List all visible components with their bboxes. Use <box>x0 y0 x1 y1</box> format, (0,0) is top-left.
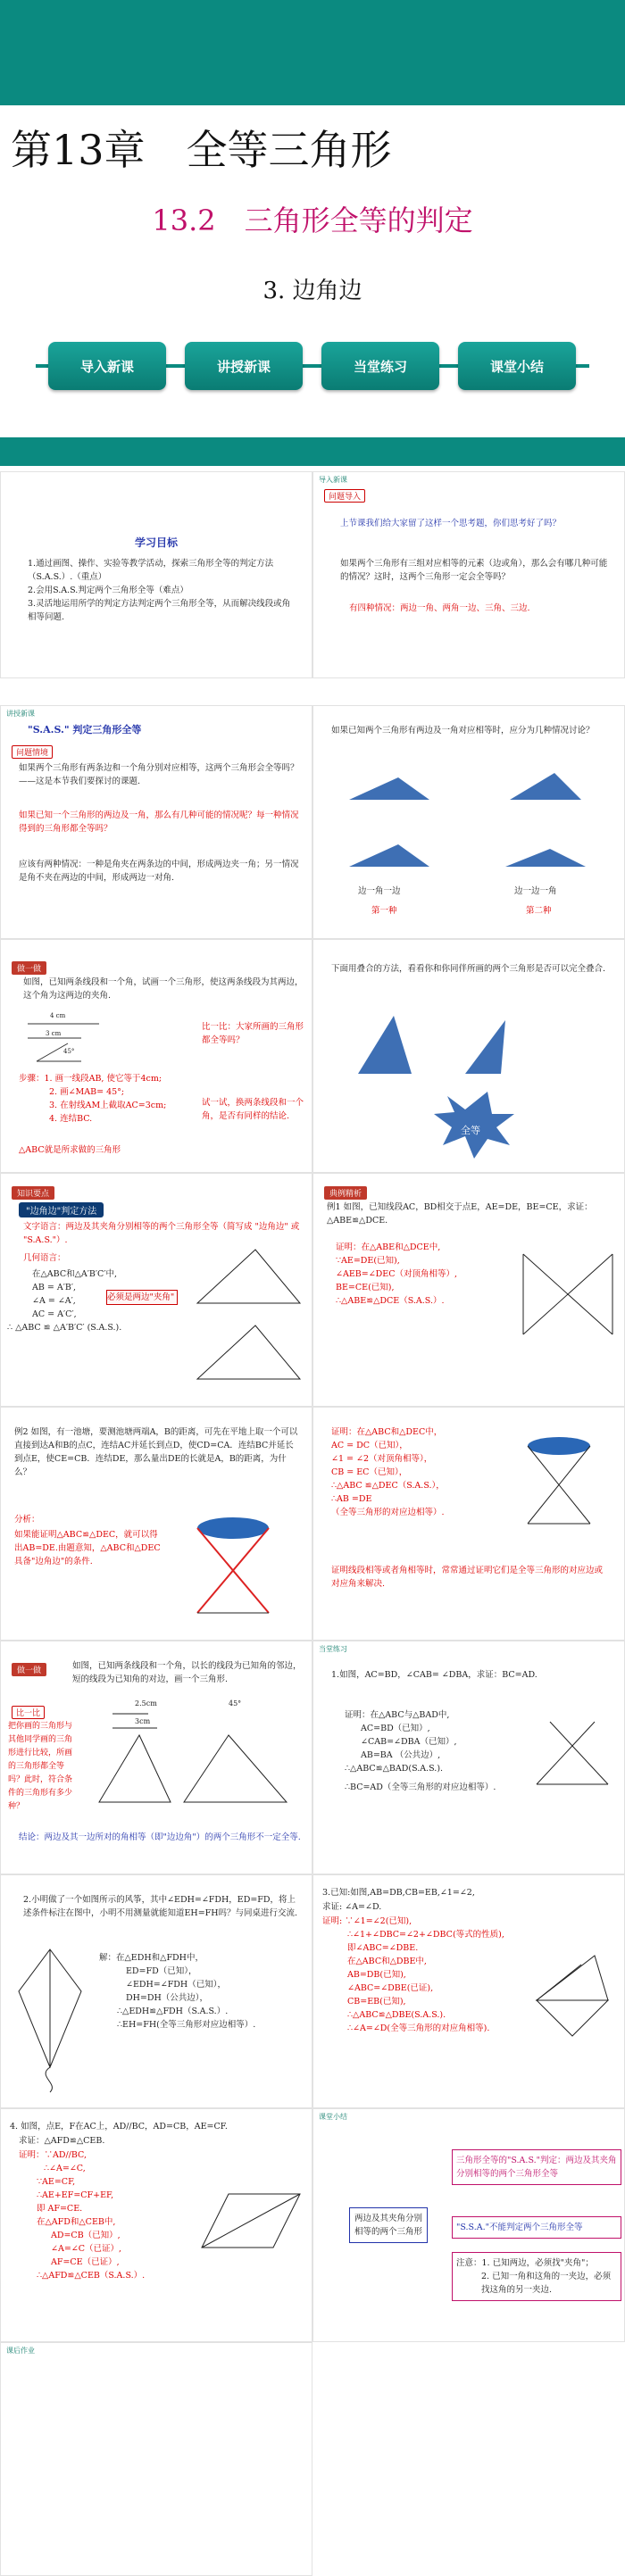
seg-label-4: 4 cm <box>50 1012 66 1019</box>
summary-note-2: 2. 已知一角和这角的一夹边，必须找这角的另一夹边. <box>481 2272 612 2295</box>
doit-result: △ABC就是所求做的三角形 <box>19 1145 121 1155</box>
star-label: 全等 <box>461 1125 480 1136</box>
analysis-label: 分析： <box>14 1515 40 1525</box>
seg2-label: 3cm <box>135 1717 151 1725</box>
slide-example1 <box>312 1173 625 1407</box>
slide-two-cases <box>312 705 625 939</box>
compare-text: 把你画的三角形与其他同学画的三角形进行比较，所画的三角形都全等吗？此时，符合条件的三角形有多少种？ <box>8 1722 73 1811</box>
ex2-proof-3: ∠1 = ∠2（对顶角相等）， <box>331 1454 433 1464</box>
p3-proof-1: 证明: ∵∠1=∠2(已知), <box>322 1916 412 1926</box>
step-1: 步骤：1. 画一线段AB, 使它等于4cm; <box>19 1074 162 1084</box>
overlap-diagram <box>313 998 625 1168</box>
slide-intro <box>312 471 625 678</box>
ex2-proof-4: CB = EC（已知）， <box>331 1467 408 1477</box>
doit-tag: 做一做 <box>12 961 46 975</box>
p3-proof-7: CB=EB(已知), <box>347 1997 406 2007</box>
example-tag: 典例精析 <box>324 1186 367 1200</box>
slide-example2 <box>0 1407 312 1641</box>
slide-do-it <box>0 939 312 1173</box>
ex2-proof-5: ∴△ABC ≌△DEC（S.A.S.）， <box>331 1481 445 1491</box>
goal-2: 2.会用S.A.S.判定两个三角形全等（难点） <box>28 586 188 595</box>
slide-ssa <box>0 1641 312 1874</box>
slide-practice3 <box>312 1874 625 2108</box>
proof-diagram <box>501 1430 617 1537</box>
p4-proof-1: 证明：∵AD//BC, <box>19 2150 87 2160</box>
slide-learning-goals <box>0 471 312 678</box>
slide-knowledge <box>0 1173 312 1407</box>
triangle-a <box>358 1016 412 1074</box>
question-tag: 问题导入 <box>324 489 365 503</box>
case1-triangle-top <box>349 777 429 800</box>
kite-proof-1: 解：在△EDH和△FDH中， <box>99 1953 204 1963</box>
p1-proof-3: ∠CAB=∠DBA（已知）, <box>361 1737 457 1747</box>
p4-proof-3: ∵AE=CF, <box>37 2177 76 2187</box>
p4-proof-2: ∴∠A=∠C, <box>44 2164 86 2173</box>
slide-overlap <box>312 939 625 1173</box>
geo-line-3: ∠A = ∠A′, <box>32 1296 76 1306</box>
cover-top-band <box>0 0 625 105</box>
p1-proof-2: AC=BD（已知）, <box>361 1724 430 1733</box>
sas-heading: "S.A.S." 判定三角形全等 <box>28 724 142 735</box>
summary-r1: 三角形全等的"S.A.S."判定：两边及其夹角分别相等的两个三角形全等 <box>452 2149 621 2185</box>
p4-proof-8: ∠A=∠C（已证）, <box>51 2244 122 2254</box>
doit-p: 如图，已知两条线段和一个角，试画一个三角形，使这两条线段为其两边，这个角为这两边的夹角. <box>23 977 304 1001</box>
slide-example2-proof <box>312 1407 625 1641</box>
example2-p: 例2 如图，有一池塘，要测池塘两端A，B的距离，可先在平地上取一个可以直接到达A和B的点C，连结AC并延长到点D，使CD=CA．连结BC并延长到点E，使CE=CB．连结DE，那么量出DE的长就是A，B的距离，为什么？ <box>14 1427 298 1477</box>
p1-proof-6: ∴BC=AD（全等三角形的对应边相等）. <box>345 1782 496 1792</box>
intro-p2: 如果两个三角形有三组对应相等的元素（边或角），那么会有哪几种可能的情况？这时，这两个三角形一定会全等吗？ <box>340 559 608 582</box>
slide-kite <box>0 1874 312 2108</box>
geo-line-1: 在△ABC和△A′B′C′中, <box>32 1269 118 1279</box>
case1-triangle-bottom <box>349 844 429 867</box>
p3-proof-9: ∴∠A=∠D(全等三角形的对应角相等). <box>347 2023 490 2033</box>
p1-proof-5: ∴△ABC≌△BAD(S.A.S.). <box>345 1764 444 1774</box>
compare-tag: 比一比 <box>12 1706 45 1719</box>
slide-header: 课堂小结 <box>319 2113 347 2121</box>
geo-line-5: ∴ △ABC ≌ △A′B′C′ (S.A.S.). <box>7 1323 122 1333</box>
p4-proof-4: ∴AE+EF=CF+EF, <box>37 2190 114 2200</box>
knowledge-title: "边角边"判定方法 <box>19 1202 104 1217</box>
geo-line-4: AC = A′C′, <box>32 1309 77 1319</box>
case1-label: 第一种 <box>371 906 397 916</box>
nav-teach-button[interactable]: 讲授新课 <box>185 342 303 390</box>
step-3: 3. 在射线AM上截取AC=3cm; <box>49 1101 167 1110</box>
slide-practice1 <box>312 1641 625 1874</box>
p3-proof-4: 在△ABC和△DBE中, <box>347 1957 427 1966</box>
practice4-diagram <box>193 2185 309 2256</box>
ex1-proof-4: BE=CE(已知), <box>336 1283 395 1292</box>
ex2-proof-2: AC = DC（已知）， <box>331 1441 408 1450</box>
summary-r2: "S.S.A."不能判定两个三角形全等 <box>452 2216 621 2239</box>
pond-diagram <box>171 1510 304 1626</box>
case2-triangle-bottom <box>505 849 586 867</box>
ex2-proof-6: ∴AB =DE <box>331 1494 372 1504</box>
slide-practice4 <box>0 2108 312 2342</box>
intro-answer: 有四种情况：两边一角、两角一边、三角、三边. <box>349 603 530 613</box>
practice3-diagram <box>528 1947 617 2045</box>
p3-proof-2: ∴∠1+∠DBC=∠2+∠DBC(等式的性质), <box>347 1930 504 1940</box>
analysis-text: 如果能证明△ABC≌△DEC，就可以得出AB=DE.由题意知，△ABC和△DEC具备"边角边"的条件. <box>14 1530 161 1566</box>
text-definition: 文字语言：两边及其夹角分别相等的两个三角形全等（简写成 "边角边" 或 "S.A.S."）. <box>23 1222 300 1245</box>
situation-tag: 问题情境 <box>12 745 53 759</box>
practice3-q: 求证: ∠A=∠D. <box>322 1902 382 1912</box>
slide-header: 导入新课 <box>319 476 347 484</box>
slide-homework <box>0 2342 312 2576</box>
goal-3: 3.灵活地运用所学的判定方法判定两个三角形全等，从而解决线段或角相等问题. <box>28 599 291 622</box>
seg1-label: 2.5cm <box>135 1699 157 1708</box>
geo-line-2: AB = A′B′, <box>32 1283 77 1292</box>
steps <box>19 1072 197 1126</box>
p4-proof-5: 即 AF=CE. <box>37 2204 83 2214</box>
ex1-proof-2: ∵AE=DE(已知), <box>336 1256 400 1266</box>
knowledge-triangles <box>184 1236 309 1397</box>
goal-1: 1.通过画图、操作、实验等教学活动，探索三角形全等的判定方法（S.A.S.）.（重点） <box>28 559 274 582</box>
practice3-p: 3.已知:如图,AB=DB,CB=EB,∠1=∠2, <box>322 1888 475 1898</box>
ex1-proof-1: 证明：在△ABE和△DCE中, <box>336 1242 441 1252</box>
case2-label: 第二种 <box>526 906 552 916</box>
sas-p1: 如果两个三角形有两条边和一个角分别对应相等，这两个三角形会全等吗？——这是本节我们要探讨的课题. <box>19 763 299 786</box>
p3-proof-5: AB=DB(已知), <box>347 1970 406 1980</box>
kite-diagram <box>10 1942 90 2094</box>
angle2-label: 45° <box>229 1699 242 1708</box>
seg-label-3: 3 cm <box>46 1030 62 1037</box>
knowledge-tag: 知识要点 <box>12 1186 54 1200</box>
p3-proof-8: ∴△ABC≌△DBE(S.A.S.). <box>347 2010 446 2020</box>
kite-p: 2.小明做了一个如图所示的风筝，其中∠EDH=∠FDH，ED=FD，将上述条件标注在图中，小明不用测量就能知道EH=FH吗？与同桌进行交流. <box>23 1895 298 1918</box>
doit2-tag: 做一做 <box>12 1663 46 1676</box>
nav-intro-button[interactable]: 导入新课 <box>48 342 166 390</box>
p3-proof-3: 即∠ABC=∠DBE. <box>347 1943 419 1953</box>
slide-summary <box>312 2108 625 2342</box>
intro-p1: 上节课我们给大家留了这样一个思考题，你们思考好了吗？ <box>340 519 562 528</box>
ex2-proof-7: （全等三角形的对应边相等）. <box>331 1508 445 1517</box>
slide-header: 讲授新课 <box>6 710 35 718</box>
kite-proof-3: ∠EDH=∠FDH（已知）， <box>126 1980 226 1990</box>
summary-note-1: 注意：1. 已知两边，必须找"夹角"； <box>456 2258 594 2268</box>
cover-bottom-band <box>0 437 625 466</box>
case-diagrams <box>313 760 625 938</box>
sas-question: 如果已知一个三角形的两边及一角，那么有几种可能的情况呢？每一种情况得到的三角形都全等吗？ <box>19 810 299 834</box>
case2-triangle-top <box>510 773 581 800</box>
cases-p: 如果已知两个三角形有两边及一角对应相等时，应分为几种情况讨论？ <box>331 726 595 735</box>
ssa-p: 如图，已知两条线段和一个角，以长的线段为已知角的邻边，短的线段为已知角的对边，画一个三角形. <box>72 1661 302 1684</box>
summary-left: 两边及其夹角分别相等的两个三角形 <box>349 2207 428 2243</box>
slide-header: 当堂练习 <box>319 1645 347 1653</box>
p4-proof-9: AF=CE（已证）, <box>51 2257 120 2267</box>
slide-sas-intro <box>0 705 312 939</box>
try-note: 试一试，换两条线段和一个角，是否有同样的结论. <box>202 1098 304 1121</box>
chapter-title: 第13章 全等三角形 <box>11 126 392 174</box>
kite-proof-6: ∴EH=FH(全等三角形对应边相等）. <box>117 2020 256 2030</box>
step-2: 2. 画∠MAB= 45°; <box>49 1087 125 1097</box>
homework-header: 课后作业 <box>6 2347 35 2355</box>
case1-name: 边一角一边 <box>358 886 401 896</box>
nav-practice-button[interactable]: 当堂练习 <box>321 342 439 390</box>
goals-title: 学习目标 <box>134 536 178 549</box>
case2-name: 边一边一角 <box>514 886 557 896</box>
practice1-diagram <box>528 1713 617 1793</box>
compare-note: 比一比：大家所画的三角形都全等吗？ <box>202 1022 304 1045</box>
example1-p: 例1 如图，已知线段AC，BD相交于点E，AE=DE，BE=CE，求证：△ABE≌△DCE. <box>327 1202 593 1226</box>
kite-proof-5: ∴△EDH≌△FDH（S.A.S.）. <box>117 2007 229 2016</box>
ssa-conclusion: 结论：两边及其一边所对的角相等（即"边边角"）的两个三角形不一定全等. <box>19 1832 301 1842</box>
step-4: 4. 连结BC. <box>49 1114 93 1124</box>
kite-proof-2: ED=FD（已知）， <box>126 1966 197 1976</box>
ex1-proof-3: ∠AEB=∠DEC（对顶角相等）, <box>336 1269 457 1279</box>
practice4-q: 求证：△AFD≌△CEB. <box>19 2136 105 2146</box>
ex1-proof-5: ∴△ABE≌△DCE（S.A.S.）. <box>336 1296 445 1306</box>
triangle-b <box>465 1020 505 1074</box>
ssa-diagram <box>86 1708 309 1807</box>
sas-p2: 应该有两种情况：一种是角夹在两条边的中间，形成两边夹一角；另一情况是角不夹在两边的中间，形成两边一对角. <box>19 860 299 883</box>
geo-label: 几何语言： <box>23 1253 66 1263</box>
ex2-proof-1: 证明：在△ABC和△DEC中， <box>331 1427 443 1437</box>
section-title: 13.2 三角形全等的判定 <box>152 204 473 237</box>
p4-proof-6: 在△AFD和△CEB中, <box>37 2217 116 2227</box>
nav-summary-button[interactable]: 课堂小结 <box>458 342 576 390</box>
example1-diagram <box>514 1245 621 1352</box>
overlap-p: 下面用叠合的方法，看看你和你同伴所画的两个三角形是否可以完全叠合. <box>331 964 606 974</box>
method-summary: 证明线段相等或者角相等时，常常通过证明它们是全等三角形的对应边或对应角来解决. <box>331 1566 604 1589</box>
kite-proof-4: DH=DH（公共边）， <box>126 1993 209 2003</box>
p1-proof-4: AB=BA （公共边）, <box>361 1750 441 1760</box>
p1-proof-1: 证明：在△ABC与△BAD中, <box>345 1710 450 1720</box>
angle-note: 必须是两边"夹角" <box>106 1290 178 1305</box>
practice1-p: 1.如图，AC=BD，∠CAB= ∠DBA，求证：BC=AD. <box>331 1670 538 1680</box>
p4-proof-10: ∴△AFD≌△CEB（S.A.S.）. <box>37 2271 146 2281</box>
practice4-p: 4. 如图，点E，F在AC上，AD//BC，AD=CB，AE=CF. <box>10 2122 228 2131</box>
angle-label: 45° <box>63 1048 75 1055</box>
lesson-title: 3. 边角边 <box>262 278 362 304</box>
p4-proof-7: AD=CB（已知）, <box>51 2231 121 2240</box>
p3-proof-6: ∠ABC=∠DBE(已证), <box>347 1983 434 1993</box>
